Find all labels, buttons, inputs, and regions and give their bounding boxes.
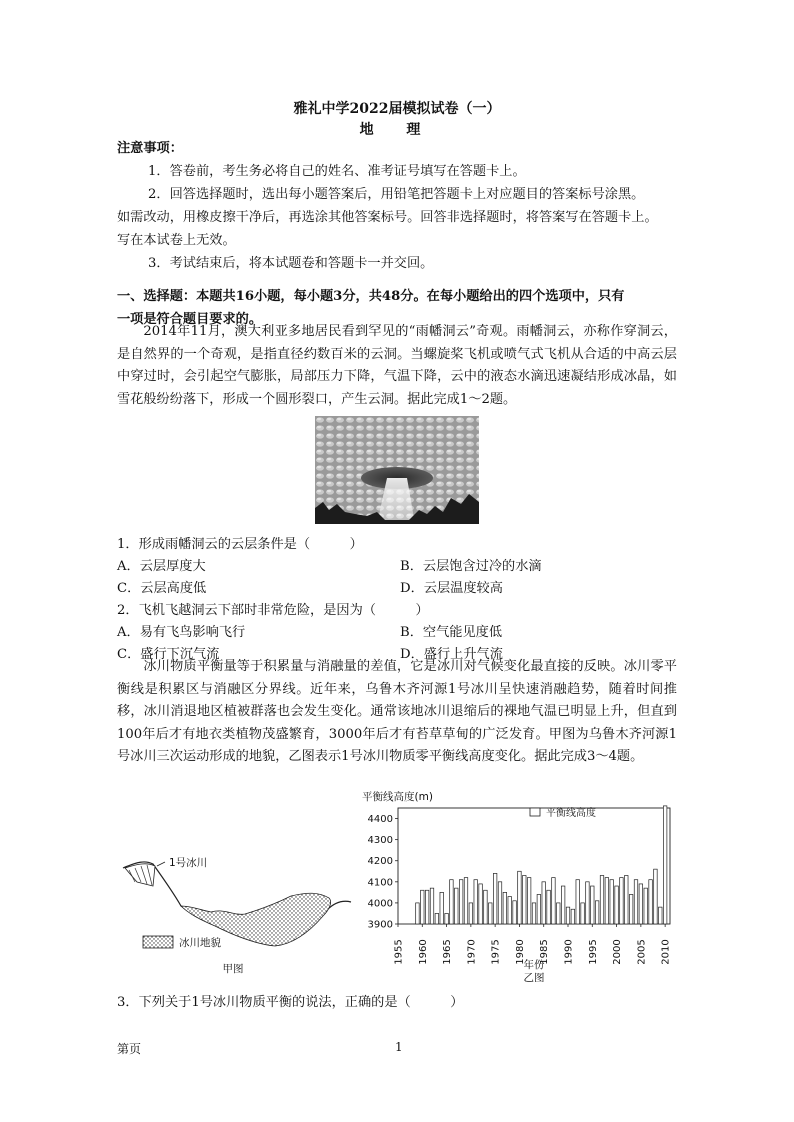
figure-yi-chart [360, 786, 678, 982]
chart-bars [416, 806, 667, 924]
question-2-option-d: D．盛行上升气流 [400, 647, 503, 662]
chart-x-tick-label: 1985 [539, 939, 551, 965]
chart-bar [508, 897, 511, 924]
chart-bar [610, 880, 613, 924]
chart-bar [450, 880, 453, 924]
legend-label: 冰川地貌 [179, 937, 221, 949]
question-3-stem: 3．下列关于1号冰川物质平衡的说法，正确的是（ ） [117, 995, 464, 1010]
chart-bar [469, 903, 472, 924]
chart-x-tick-label: 1955 [393, 939, 405, 965]
notice-item-2: 2．回答选择题时，选出每小题答案后，用铅笔把答题卡上对应题目的答案标号涂黑。 [148, 187, 645, 202]
chart-x-tick-label: 2010 [660, 939, 672, 965]
chart-x-tick-label: 1980 [514, 939, 526, 965]
chart-bar [532, 903, 535, 924]
chart-y-tick-label: 4200 [367, 856, 393, 868]
question-1-option-c: C．云层高度低 [117, 581, 207, 596]
notice-item-3: 3．考试结束后，将本试题卷和答题卡一并交回。 [148, 256, 434, 271]
chart-bar [513, 901, 516, 924]
question-1-option-d: D．云层温度较高 [400, 581, 503, 596]
chart-bar [591, 886, 594, 924]
chart-bar [493, 873, 496, 924]
chart-bar [615, 886, 618, 924]
chart-bar [440, 892, 443, 924]
chart-bar [625, 875, 628, 924]
passage-cloud-hole [117, 321, 677, 411]
chart-x-tick-label: 2005 [636, 939, 648, 965]
chart-bar [552, 878, 555, 924]
chart-bar [639, 884, 642, 924]
chart-bar [430, 888, 433, 924]
chart-bar [595, 901, 598, 924]
notice-heading: 注意事项： [117, 141, 183, 156]
chart-bar [659, 907, 662, 924]
chart-bar [557, 903, 560, 924]
chart-x-tick-label: 1975 [490, 939, 502, 965]
footer-page-number: 1 [395, 1040, 403, 1054]
chart-x-tick-label: 1990 [563, 939, 575, 965]
exam-title: 雅礼中学2022届模拟试卷（一） [293, 101, 501, 117]
notice-item-2-cont: 如需改动，用橡皮擦干净后，再选涂其他答案标号。回答非选择题时，将答案写在答题卡上。 [117, 210, 658, 225]
chart-bar [479, 884, 482, 924]
chart-y-tick-label: 4300 [367, 835, 393, 847]
chart-x-tick-label: 1995 [587, 939, 599, 965]
chart-bar [586, 882, 589, 924]
cloud-hole-photo-image [315, 416, 479, 524]
figure-jia-caption: 甲图 [222, 963, 244, 975]
chart-bar [600, 875, 603, 924]
chart-bar [566, 907, 569, 924]
chart-y-axis [368, 814, 398, 930]
notice-item-2-cont2: 写在本试卷上无效。 [117, 233, 236, 248]
chart-x-label: 年份 [523, 959, 545, 971]
question-2-option-a: A．易有飞鸟影响飞行 [117, 625, 246, 640]
notice-item-1: 1．答卷前，考生务必将自己的姓名、准考证号填写在答题卡上。 [148, 164, 526, 179]
chart-bar [435, 913, 438, 924]
chart-bar [654, 869, 657, 924]
glacier-ice [125, 864, 155, 886]
chart-bar [581, 903, 584, 924]
chart-bar [484, 890, 487, 924]
question-2-stem: 2．飞机飞越洞云下部时非常危险，是因为（ ） [117, 603, 429, 618]
chart-bar [474, 880, 477, 924]
chart-bar [503, 892, 506, 924]
legend-swatch [143, 936, 173, 948]
question-1-option-b: B．云层饱含过冷的水滴 [400, 559, 542, 574]
footer-left: 第页 [117, 1042, 142, 1056]
chart-bar [629, 894, 632, 924]
chart-y-tick-label: 4400 [367, 814, 393, 826]
subject-title: 地 理 [359, 122, 435, 138]
chart-bar [416, 903, 419, 924]
section-heading-line1: 一、选择题：本题共16小题，每小题3分，共48分。在每小题给出的四个选项中，只有 [117, 289, 625, 304]
figure-jia [115, 840, 365, 980]
chart-bar [445, 913, 448, 924]
passage-glacier [117, 656, 677, 769]
chart-caption: 乙图 [523, 972, 545, 982]
question-1-option-a: A．云层厚度大 [117, 559, 206, 574]
chart-bar [464, 878, 467, 924]
cloud-hole-photo [315, 416, 479, 524]
chart-bar [527, 878, 530, 924]
chart-bar [634, 880, 637, 924]
chart-title: 平衡线高度(m) [362, 791, 433, 803]
chart-legend-label: 平衡线高度 [546, 808, 596, 819]
chart-bar [663, 806, 666, 924]
chart-bar [571, 909, 574, 924]
chart-x-tick-label: 1965 [442, 939, 454, 965]
chart-bar [576, 880, 579, 924]
chart-bar [547, 890, 550, 924]
chart-bar [421, 890, 424, 924]
chart-bar [425, 890, 428, 924]
question-1-stem: 1．形成雨幡洞云的云层条件是（ ） [117, 537, 363, 552]
chart-bar [605, 878, 608, 924]
chart-bar [649, 880, 652, 924]
question-2-option-c: C．盛行下沉气流 [117, 647, 220, 662]
chart-bar [523, 875, 526, 924]
chart-bar [489, 903, 492, 924]
chart-x-tick-label: 2000 [612, 939, 624, 965]
chart-bar [498, 882, 501, 924]
chart-bar [518, 871, 521, 924]
chart-bar [644, 888, 647, 924]
chart-y-tick-label: 4000 [367, 898, 393, 910]
chart-x-tick-label: 1960 [417, 939, 429, 965]
glacier-label: 1号冰川 [169, 857, 208, 869]
chart-bar [459, 880, 462, 924]
chart-y-tick-label: 4100 [367, 877, 393, 889]
chart-y-tick-label: 3900 [367, 919, 393, 931]
section-heading-line2: 一项是符合题目要求的。 [117, 312, 263, 327]
question-2-option-b: B．空气能见度低 [400, 625, 503, 640]
chart-bar [620, 878, 623, 924]
chart-bar [561, 886, 564, 924]
chart-x-tick-label: 1970 [466, 939, 478, 965]
chart-bar [455, 888, 458, 924]
chart-legend-swatch [530, 808, 540, 816]
passage-glacier-text: 冰川物质平衡量等于积累量与消融量的差值，它是冰川对气候变化最直接的反映。冰川零平衡线是积累区与消融区分界线。近年来，乌鲁木齐河源1号冰川呈快速消融趋势，随着时间推移，冰川消退地区植被群落也会发生变化。通常该地冰川退缩后的裸地气温已明显上升，但直到100年后才有地衣类植物茂盛繁育，3000年后才有苔草草甸的广泛发育。甲图为乌鲁木齐河源1号冰川三次运动形成的地貌，乙图表示1号冰川物质零平衡线高度变化。据此完成3～4题。 [117, 659, 677, 764]
chart-bar [537, 894, 540, 924]
chart-bar [542, 882, 545, 924]
passage-cloud-hole-text: 2014年11月，澳大利亚多地居民看到罕见的“雨幡洞云”奇观。雨幡洞云，亦称作穿洞云，是自然界的一个奇观，是指直径约数百米的云洞。当螺旋桨飞机或喷气式飞机从合适的中高云层中穿过时，会引起空气膨胀，局部压力下降，气温下降，云中的液态水滴迅速凝结形成冰晶，如雪花般纷纷落下，形成一个圆形裂口，产生云洞。据此完成1～2题。 [117, 324, 677, 407]
